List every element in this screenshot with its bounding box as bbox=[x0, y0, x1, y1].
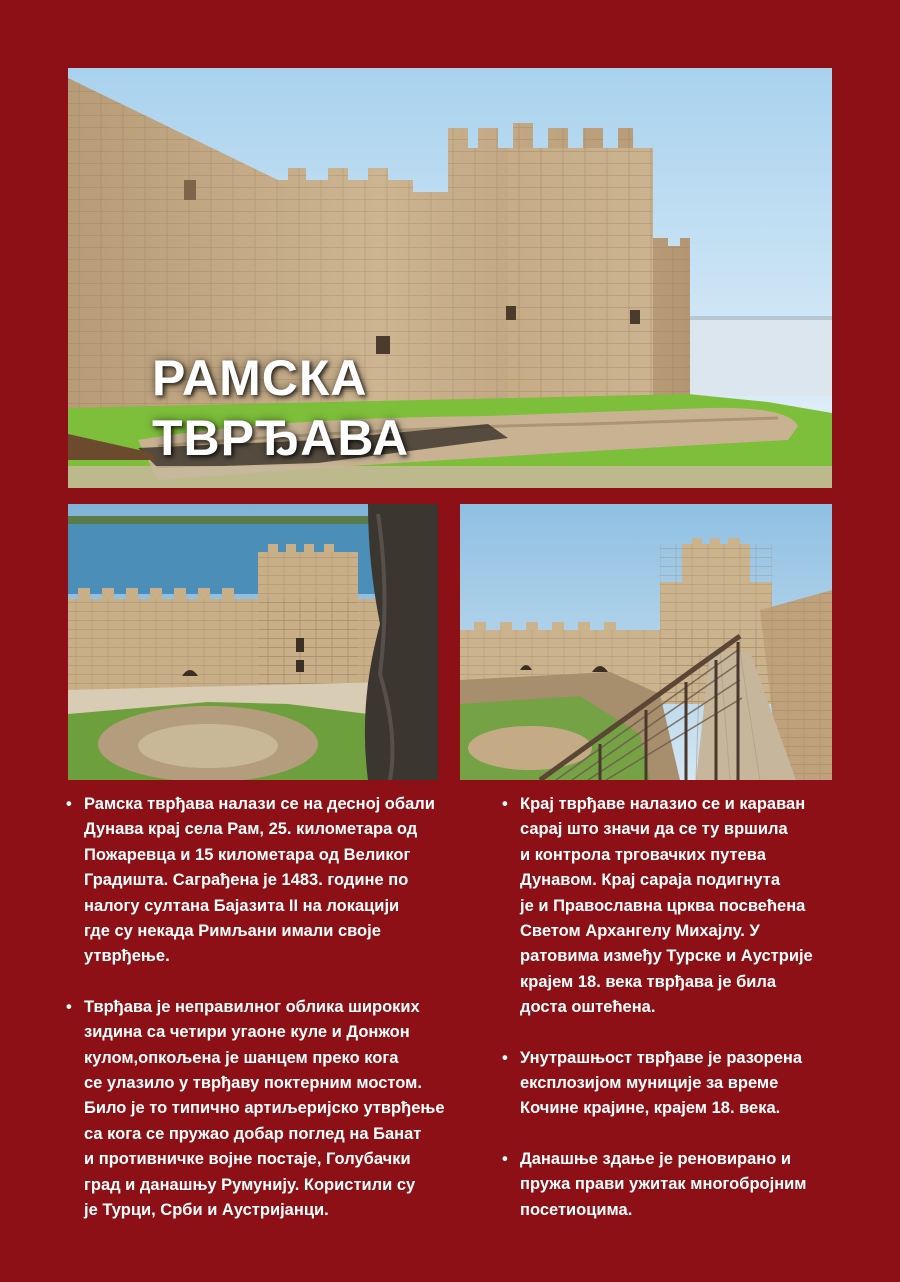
text-column-right bbox=[502, 792, 838, 1248]
bullet-marker: • bbox=[66, 795, 72, 813]
text-line: Градишта. Саграђена је 1483. године по bbox=[84, 871, 409, 890]
text-line: Било је то типично артиљеријско утврђење bbox=[84, 1099, 445, 1118]
bullet-paragraph bbox=[520, 1046, 838, 1122]
bullet-fortress-structure bbox=[66, 995, 456, 1224]
text-line: кулом,опкољена је шанцем преко кога bbox=[84, 1048, 399, 1067]
bullet-renovation bbox=[502, 1147, 838, 1223]
bullet-interior-destroyed bbox=[502, 1046, 838, 1122]
bullet-marker: • bbox=[66, 997, 72, 1016]
text-line: утврђење. bbox=[84, 947, 170, 966]
text-line: и противничке војне постаје, Голубачки bbox=[84, 1150, 411, 1169]
page-title-line-2: ТВРЂАВА bbox=[152, 410, 410, 466]
text-line: доста оштећена. bbox=[520, 998, 656, 1017]
text-line: сарај што значи да се ту вршила bbox=[520, 820, 788, 839]
text-line: је и Православна црква посвећена bbox=[520, 896, 806, 915]
bullet-caravanserai bbox=[502, 792, 838, 1021]
bullet-location-history bbox=[66, 792, 456, 970]
bullet-marker: • bbox=[502, 795, 508, 813]
text-line: са кога се пружао добар поглед на Банат bbox=[84, 1124, 422, 1143]
text-line: Светом Архангелу Михајлу. У bbox=[520, 922, 760, 941]
text-line: Пожаревца и 15 километара од Великог bbox=[84, 845, 411, 864]
photo-fortress-courtyard-danube bbox=[68, 504, 438, 780]
text-line: Кочине крајине, крајем 18. века. bbox=[520, 1099, 781, 1118]
text-line: експлозијом муниције за време bbox=[520, 1074, 779, 1093]
text-line: је Турци, Срби и Аустријанци. bbox=[84, 1201, 329, 1220]
text-line: Данашње здање је реновирано и bbox=[520, 1149, 792, 1168]
bullet-paragraph bbox=[520, 792, 838, 1021]
text-line: налогу султана Бајазита II на локацији bbox=[84, 896, 400, 915]
text-line: где су некада Римљани имали своје bbox=[84, 922, 381, 941]
bullet-paragraph bbox=[84, 792, 456, 970]
text-line: Тврђава је неправилног облика широких bbox=[84, 997, 420, 1016]
text-line: пружа прави ужитак многобројним bbox=[520, 1175, 807, 1194]
text-line: Дунавом. Крај сараја подигнута bbox=[520, 871, 781, 890]
text-column-left bbox=[66, 792, 456, 1249]
bullet-marker: • bbox=[502, 1149, 508, 1168]
text-line: Крај тврђаве налазио се и караван bbox=[520, 795, 806, 813]
hero-photo-fortress-walls bbox=[68, 68, 832, 488]
text-line: Дунава крај села Рам, 25. километара од bbox=[84, 820, 418, 839]
text-line: зидина са четири угаоне куле и Донжон bbox=[84, 1023, 410, 1042]
text-line: град и данашњу Румунију. Користили су bbox=[84, 1175, 416, 1194]
bullet-paragraph bbox=[520, 1147, 838, 1223]
photo-fortress-walkway-railing bbox=[460, 504, 832, 780]
text-line: ратовима између Турске и Аустрије bbox=[520, 947, 813, 966]
bullet-marker: • bbox=[502, 1048, 508, 1067]
page-title bbox=[152, 348, 409, 468]
text-line: посетиоцима. bbox=[520, 1200, 633, 1219]
text-line: се улазило у тврђаву поктерним мостом. bbox=[84, 1074, 422, 1093]
text-line: крајем 18. века тврђава је била bbox=[520, 972, 777, 991]
text-line: и контрола трговачких путева bbox=[520, 845, 766, 864]
text-line: Унутрашњост тврђаве је разорена bbox=[520, 1048, 803, 1067]
bullet-paragraph bbox=[84, 995, 456, 1224]
page-title-line-1: РАМСКА bbox=[152, 350, 368, 406]
text-line: Рамска тврђава налази се на десној обали bbox=[84, 795, 435, 813]
